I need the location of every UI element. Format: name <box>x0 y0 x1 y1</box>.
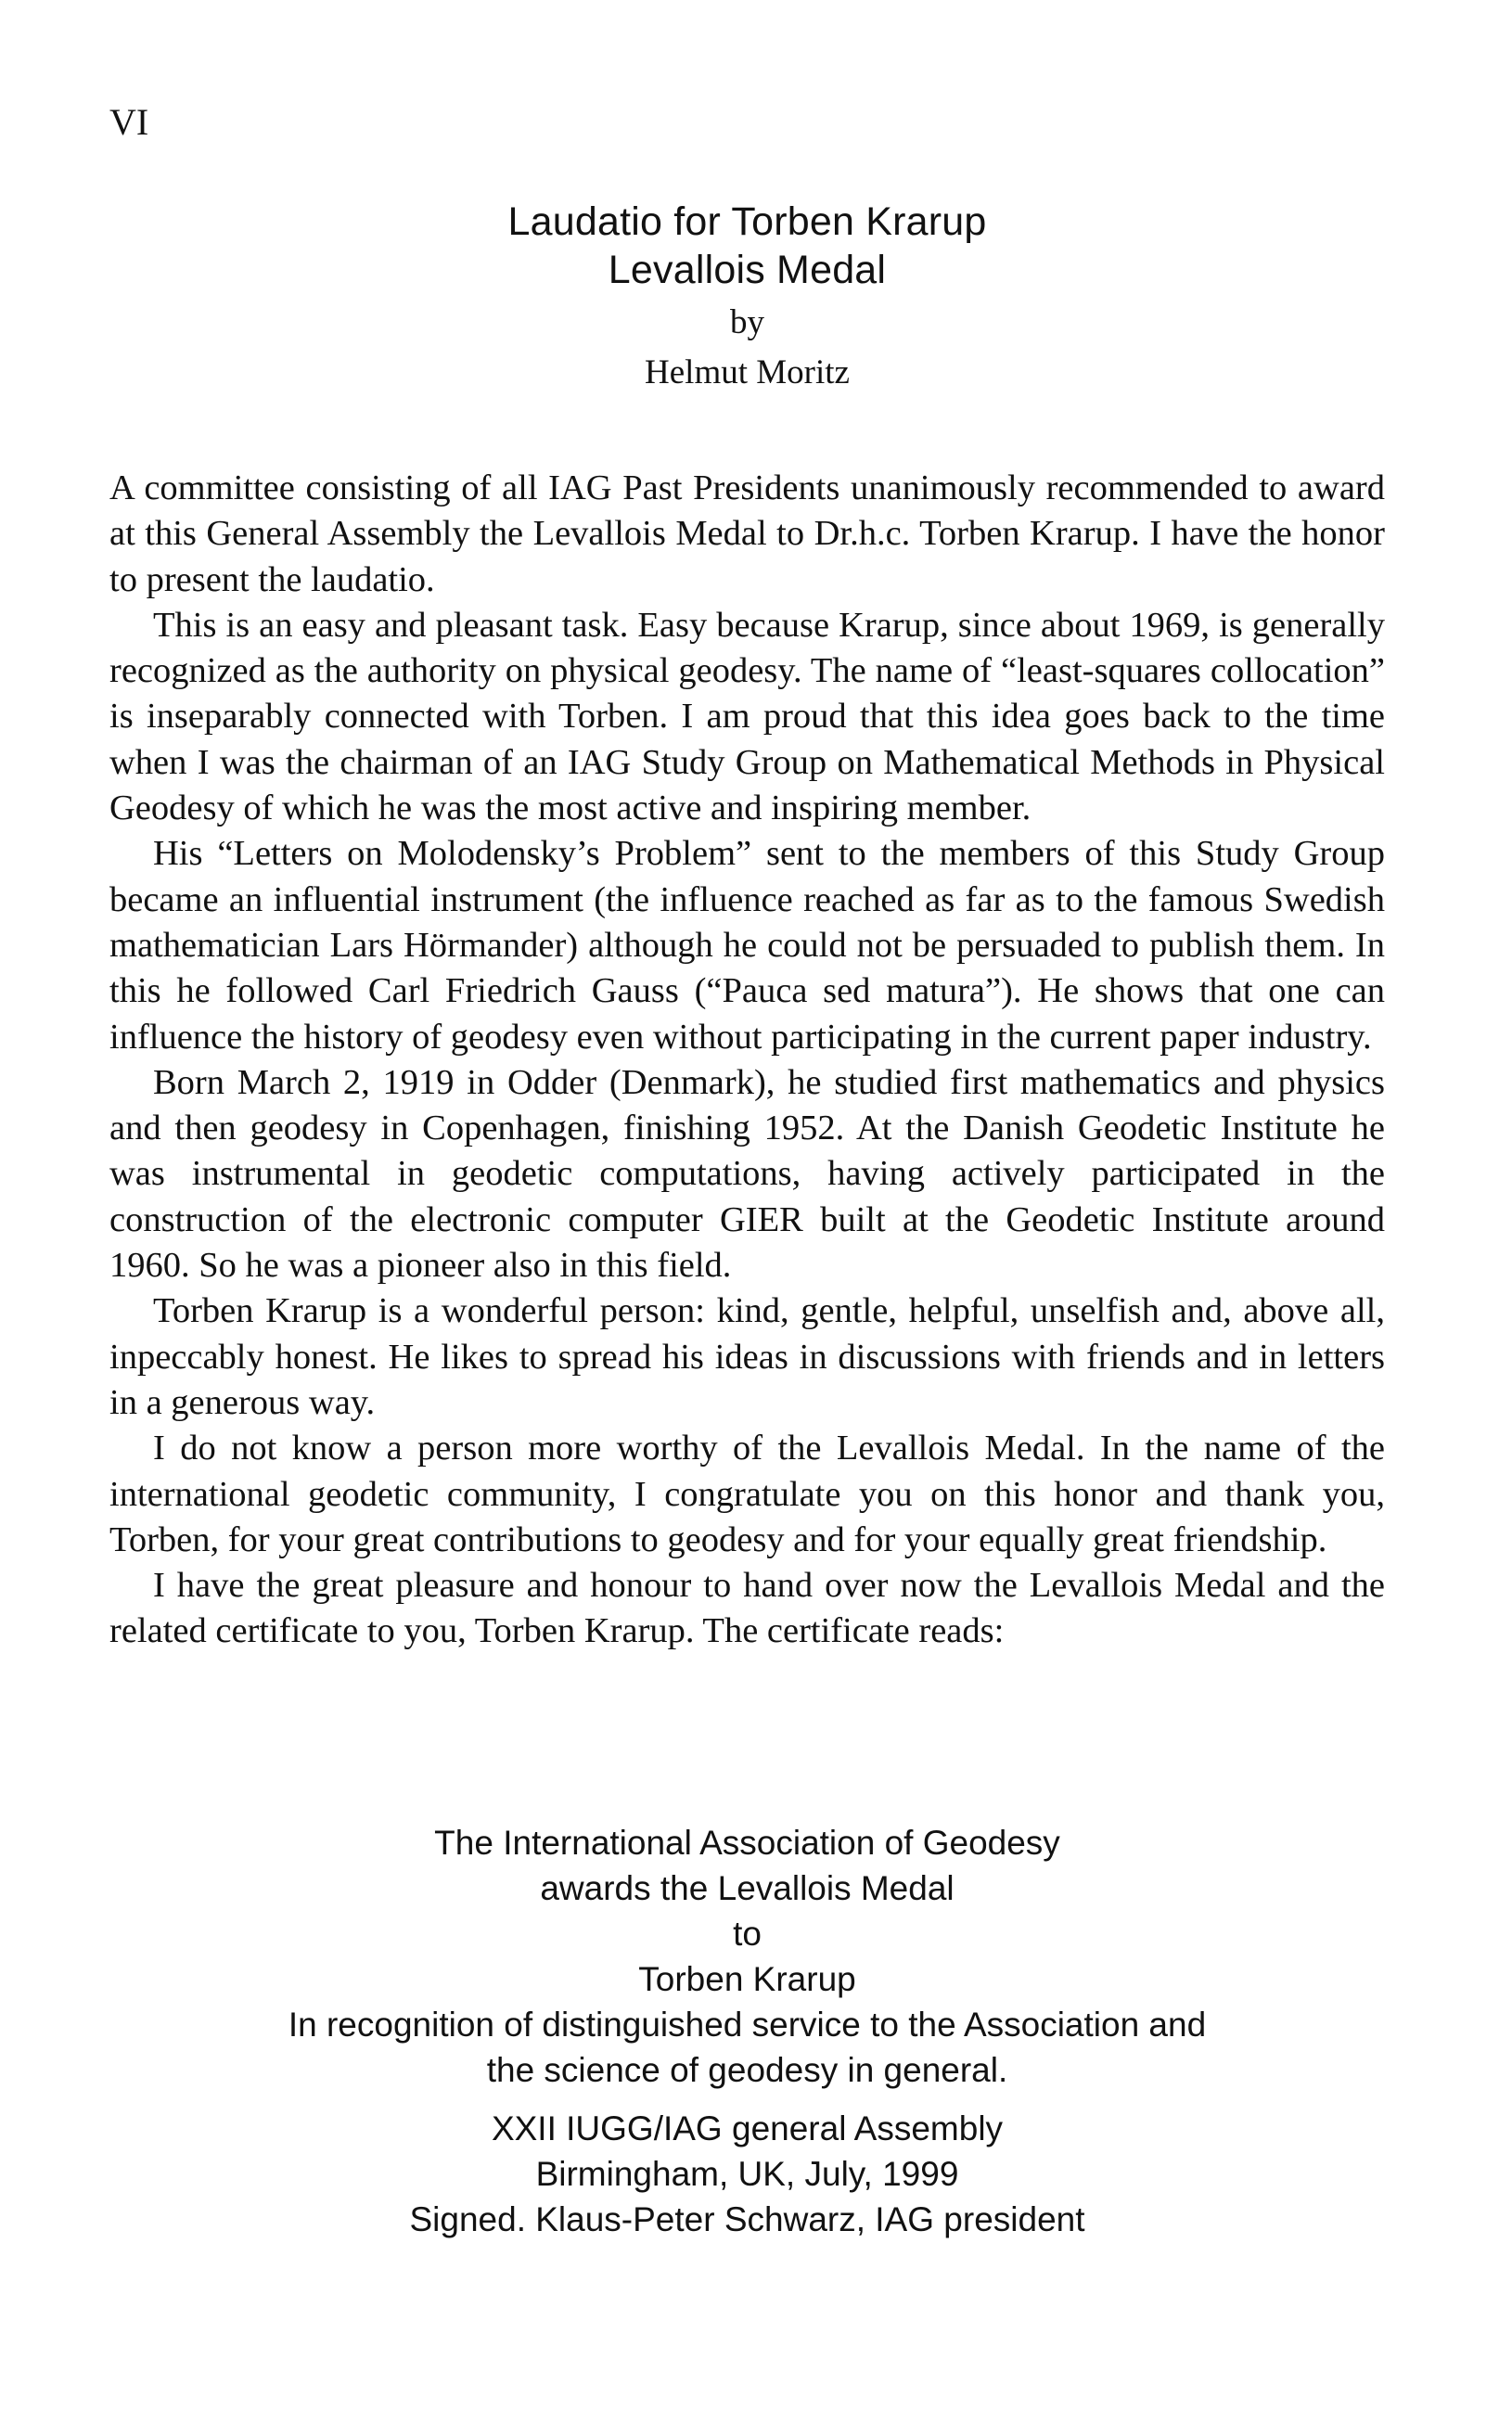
certificate-text <box>109 1820 1385 2242</box>
byline-label: by <box>730 303 764 341</box>
certificate-award <box>109 1820 1385 2093</box>
author-name: Helmut Moritz <box>645 353 850 391</box>
certificate-line: The International Association of Geodesy <box>434 1824 1060 1862</box>
paragraph: A committee consisting of all IAG Past Presidents unanimously recommended to award at this General Assembly the Levallois Medal to Dr.h.c. Torben Krarup. I have the honor to present the laudatio. <box>109 468 1385 599</box>
laudatio-body <box>109 466 1385 1655</box>
certificate-line: XXII IUGG/IAG general Assembly <box>491 2109 1004 2147</box>
certificate-line: to <box>733 1915 762 1953</box>
paragraph: This is an easy and pleasant task. Easy because Krarup, since about 1969, is generally recognized as the authority on physical geodesy. The name of “least-squares collocation” is inseparably connected with Torben. I am proud that this idea goes back to the time when I was the chairman of an IAG Study Group on Mathematical Methods in Physical Geodesy of which he was the most active and inspiring member. <box>109 605 1385 828</box>
paragraph: Torben Krarup is a wonderful person: kind, gentle, helpful, unselfish and, above all, inpeccably honest. He likes to spread his ideas in discussions with friends and in letters in a generous way. <box>109 1291 1385 1422</box>
paragraph: His “Letters on Molodensky’s Problem” sent to the members of this Study Group became an influential instrument (the influence reached as far as to the famous Swedish mathematician Lars Hörmander) although he could not be persuaded to publish them. In this he followed Carl Friedrich Gauss (“Pauca sed matura”). He shows that one can influence the history of geodesy even without participating in the current paper industry. <box>109 834 1385 1057</box>
title-block <box>109 198 1385 394</box>
paragraph: Born March 2, 1919 in Odder (Denmark), he studied first mathematics and physics and then geodesy in Copenhagen, finishing 1952. At the Danish Geodetic Institute he was instrumental in geodetic computations, having actively participated in the construction of the electronic computer GIER built at the Geodetic Institute around 1960. So he was a pioneer also in this field. <box>109 1062 1385 1286</box>
paragraph: I do not know a person more worthy of the Levallois Medal. In the name of the international geodetic community, I congratulate you on this honor and thank you, Torben, for your great contributions to geodesy and for your equally great friendship. <box>109 1429 1385 1559</box>
document-title: Laudatio for Torben Krarup <box>507 199 987 244</box>
certificate-line: Torben Krarup <box>638 1960 856 1998</box>
document-subtitle: Levallois Medal <box>608 248 887 292</box>
paragraph: I have the great pleasure and honour to hand over now the Levallois Medal and the related certificate to you, Torben Krarup. The certificate reads: <box>109 1566 1385 1651</box>
certificate-line: Birmingham, UK, July, 1999 <box>535 2155 959 2193</box>
certificate-line: the science of geodesy in general. <box>486 2051 1008 2089</box>
certificate-line: In recognition of distinguished service to the Association and <box>288 2006 1207 2044</box>
certificate-signature <box>109 2106 1385 2242</box>
certificate-line: Signed. Klaus-Peter Schwarz, IAG president <box>409 2200 1085 2238</box>
certificate-line: awards the Levallois Medal <box>540 1869 955 1907</box>
page-number: VI <box>109 101 149 143</box>
